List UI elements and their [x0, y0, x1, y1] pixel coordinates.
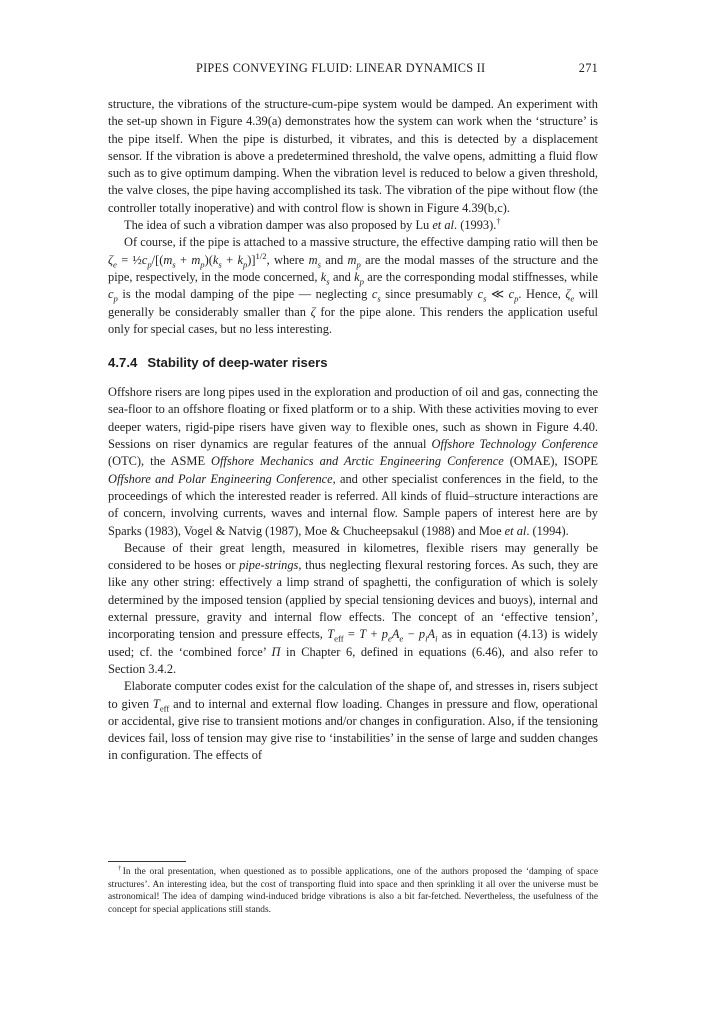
paragraph: structure, the vibrations of the structure-cum-pipe system would be damped. An experiment with the set-up shown in Figure 4.39(a) demonstrates how the system can work when the ‘structure’ is the pipe itself. When the pipe is disturbed, it vibrates, and this is detected by a displacement sensor. If the vibration is above a predetermined threshold, the valve opens, admitting a fluid flow such as to give optimum damping. When the vibration level is reduced to below a given threshold, the valve closes, the pipe having accomplished its task. The vibration of the pipe without flow (the controller totally inoperative) and with control flow is shown in Figure 4.39(b,c).	[108, 97, 598, 215]
footnote	[108, 866, 598, 916]
paragraph: Of course, if the pipe is attached to a massive structure, the effective damping ratio will then be $\zeta_e$ = $\frac{1}{2}c_p/[(m_s + m_p)(k_s + k_p)]^{1/2}$, where $m_s$ and $m_p$ are the modal masses of the structure and the pipe, respectively, in the mode concerned, $k_s$ and $k_p$ are the corresponding modal stiffnesses, while $c_p$ is the modal damping of the pipe — neglecting $c_s$ since presumably $c_s$ ≪ $c_p$. Hence, $\zeta_e$ will generally be considerably smaller than ζ for the pipe alone. This renders the application useful only for special cases, but no less interesting.	[108, 235, 599, 336]
section-heading	[108, 354, 598, 372]
footnote-text: In the oral presentation, when questioned as to possible applications, one of the authors proposed the ‘damping of space structures’. An interesting idea, but the cost of transporting fluid into space and then sprinkling it all over the universe must be astronomical! The idea of damping wind-induced bridge vibrations is also a bit far-fetched. Nevertheless, the usefulness of the concept for special applications still stands.	[108, 867, 598, 915]
page-number: 271	[578, 61, 598, 75]
paragraph: Offshore risers are long pipes used in the exploration and production of oil and gas, connecting the sea-floor to an offshore floating or fixed platform or to a ship. With these activities moving to ever deeper waters, rigid-pipe risers have given way to flexible ones, such as shown in Figure 4.40. Sessions on riser dynamics are regular features of the annual Offshore Technology Conference (OTC), the ASME Offshore Mechanics and Arctic Engineering Conference (OMAE), ISOPE Offshore and Polar Engineering Conference, and other specialist conferences in the field, to the proceedings of which the interested reader is referred. All kinds of fluid–structure interactions are of concern, involving currents, waves and internal flow. Sample papers of interest here are by Sparks (1983), Vogel & Natvig (1987), Moe & Chucheepsakul (1988) and Moe et al. (1994).	[108, 385, 598, 538]
body-text	[108, 96, 598, 765]
section-number: 4.7.4	[108, 355, 138, 371]
paragraph: Because of their great length, measured in kilometres, flexible risers may generally be considered to be hoses or pipe-strings, thus neglecting flexural restoring forces. As such, they are like any other string: effectively a limp strand of spaghetti, the configuration of which is solely determined by the imposed tension (applied by special tensioning devices and buoys), internal and external pressure, gravity and internal flow effects. The concept of an ‘effective tension’, incorporating tension and pressure effects, $T_{eff} = T + p_eA_e - p_iA_i$ as in equation (4.13) is widely used; cf. the ‘combined force’ Π in Chapter 6, defined in equations (6.46), and also refer to Section 3.4.2.	[108, 540, 598, 676]
footnote-rule	[108, 861, 186, 862]
running-title: PIPES CONVEYING FLUID: LINEAR DYNAMICS II	[196, 61, 486, 75]
section-title: Stability of deep-water risers	[147, 355, 328, 371]
footnote-marker: †	[118, 864, 123, 872]
paragraph: Elaborate computer codes exist for the calculation of the shape of, and stresses in, risers subject to given $T_{eff}$ and to internal and external flow loading. Changes in pressure and flow, operational or accidental, give rise to transient motions and/or changes in configuration. Also, if the tensioning devices fail, loss of tension may give rise to ‘instabilities’ in the sense of large and sudden changes in configuration. The effects of	[108, 679, 598, 763]
paragraph: The idea of such a vibration damper was also proposed by Lu et al. (1993).†	[124, 215, 501, 233]
